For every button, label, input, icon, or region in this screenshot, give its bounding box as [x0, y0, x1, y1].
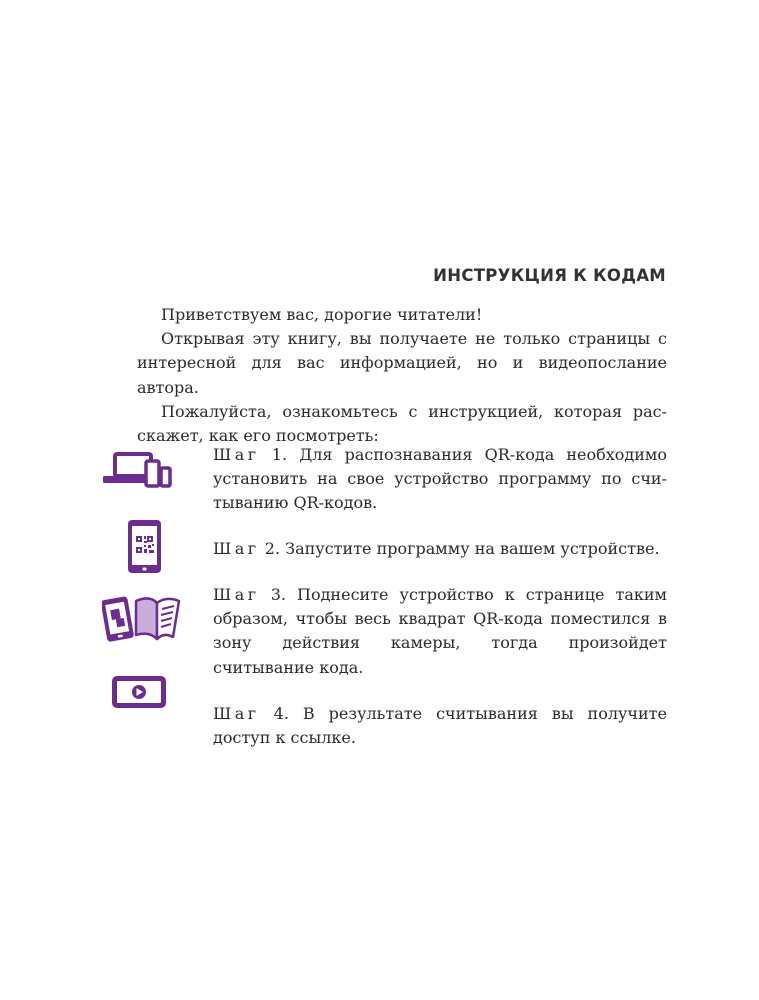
video-play-icon — [111, 675, 167, 709]
step-3 — [213, 583, 667, 680]
intro-instruction: Пожалуйста, ознакомьтесь с инструкцией, которая рас-скажет, как его посмотреть: — [137, 401, 667, 446]
step-2 — [213, 537, 667, 561]
step-4 — [213, 702, 667, 750]
step-2-text: 2. Запустите программу на вашем устройстве. — [259, 539, 660, 558]
step-1-word: Шаг — [213, 445, 260, 464]
phone-scan-book-icon — [102, 593, 182, 643]
step-2-word: Шаг — [213, 539, 260, 558]
step-1 — [213, 443, 667, 516]
step-4-word: Шаг — [213, 704, 260, 723]
intro-paragraph: Открывая эту книгу, вы получаете не только страницы с интересной для вас информацией, но и видеопослание автора. — [137, 329, 667, 397]
intro-text — [137, 303, 667, 448]
page-heading: ИНСТРУКЦИЯ К КОДАМ — [433, 266, 666, 285]
step-1-text: 1. Для распознавания QR-кода необходимо установить на свое устройство программу по счи-тыванию QR-кодов. — [213, 445, 667, 513]
step-3-word: Шаг — [213, 585, 260, 604]
step-4-text: 4. В результате считывания вы получите доступ к ссылке. — [213, 704, 667, 748]
devices-icon — [102, 452, 172, 488]
phone-qr-icon — [127, 519, 162, 574]
step-3-text: 3. Поднесите устройство к странице таким образом, чтобы весь квадрат QR-кода поместился в зону действия камеры, тогда произойдет считывание кода. — [213, 585, 667, 677]
intro-greeting: Приветствуем вас, дорогие читатели! — [161, 305, 483, 324]
